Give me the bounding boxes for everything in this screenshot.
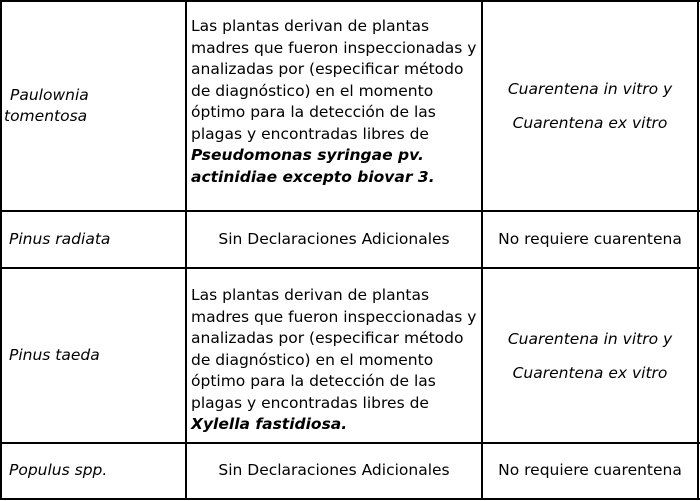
requirement-cell [483, 444, 697, 498]
row-border [0, 498, 700, 500]
declaration-cell [187, 16, 481, 206]
pest-name: Pseudomonas syringae pv. actinidiae excepto biovar 3. [191, 146, 435, 186]
requirement-cell [483, 269, 697, 442]
species-name: Pinus taeda [9, 345, 100, 364]
species-cell [4, 2, 184, 210]
requirement-line: Cuarentena in vitro y [507, 80, 673, 98]
species-cell [9, 269, 184, 442]
requirement-line: Cuarentena ex vitro [512, 114, 668, 132]
requirement-text: No requiere cuarentena [498, 461, 682, 480]
declaration-text: Sin Declaraciones Adicionales [218, 229, 450, 248]
column-border [0, 0, 2, 500]
species-cell [9, 444, 184, 498]
species-name: Populus spp. [9, 461, 108, 480]
requirement-line: Cuarentena ex vitro [512, 363, 668, 382]
declaration-text: Las plantas derivan de plantas madres que fueron inspeccionadas y analizadas por (especificar método de diagnóstico) en el momento óptimo para la detección de las plagas y encontradas libres de [191, 17, 477, 143]
declaration-cell [187, 444, 481, 498]
requirement-cell [483, 212, 697, 267]
column-border [697, 0, 699, 500]
species-cell [9, 212, 184, 267]
requirement-line: Cuarentena in vitro y [507, 329, 673, 348]
species-name: Pinus radiata [9, 229, 111, 248]
declaration-text: Sin Declaraciones Adicionales [218, 461, 450, 480]
requirement-cell [483, 2, 697, 210]
declaration-cell [187, 285, 481, 440]
species-name: Paulownia tomentosa [4, 85, 89, 125]
requirement-text: No requiere cuarentena [498, 229, 682, 248]
declaration-text: Las plantas derivan de plantas madres que fueron inspeccionadas y analizadas por (especificar método de diagnóstico) en el momento óptimo para la detección de las plagas y encontradas libres de [191, 286, 477, 412]
pest-name: Xylella fastidiosa. [191, 415, 348, 433]
declaration-cell [187, 212, 481, 267]
